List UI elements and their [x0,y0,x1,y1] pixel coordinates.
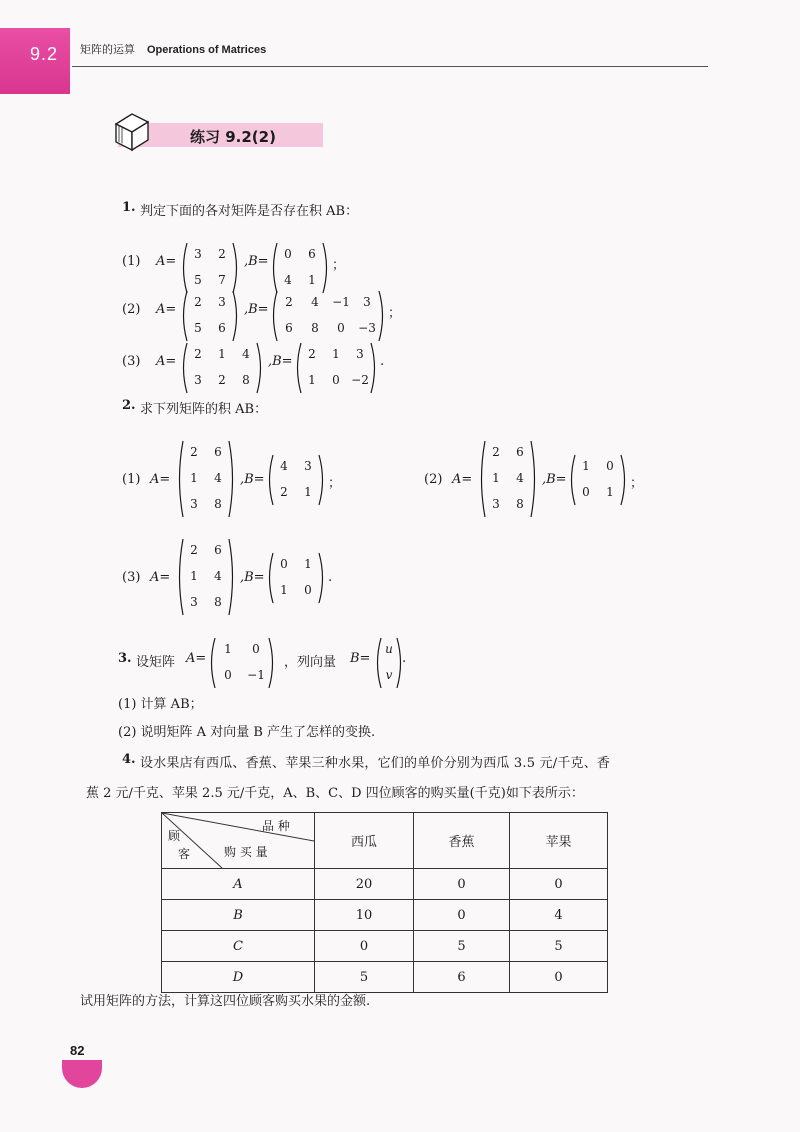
q2-matrix-b [568,454,628,506]
matrix-entry: 6 [218,321,226,335]
matrix-entry: 5 [194,273,202,287]
q3-end: . [402,651,407,666]
page-number-tab [62,1060,102,1088]
matrix-entry: 2 [280,485,288,499]
q1-item-end: ； [388,306,402,321]
table-cell: 0 [315,931,414,962]
q2-item-label: (2) [424,472,443,487]
row-name: A [162,869,315,900]
matrix-entry: 3 [304,459,312,473]
matrix-entry: 0 [224,668,232,682]
matrix-entry: 1 [304,485,312,499]
q1-item-end: . [380,354,385,369]
q2-number: 2. [122,398,136,413]
q2-item-label: (1) [122,472,141,487]
exercise-title: 练习 9.2(2) [190,128,276,146]
q2-matrix-a [176,538,236,616]
row-name: B [162,900,315,931]
matrix-entry: 3 [194,373,202,387]
matrix-entry: −2 [351,373,369,387]
matrix-entry: 0 [252,642,260,656]
q1-matrix-b [270,242,330,294]
matrix-entry: 1 [280,583,288,597]
matrix-entry: 0 [582,485,590,499]
q2-matrix-b [266,454,326,506]
table-cell: 5 [315,962,414,993]
table-row [162,900,608,931]
section-title [80,41,266,57]
q3-vector-b-grid [374,637,407,689]
q2-matrix-b [266,552,326,604]
corner-label-customer-1: 顾 [168,829,181,843]
q1-item-end: ； [332,258,346,273]
matrix-entry: 4 [242,347,250,361]
table-row [162,931,608,962]
table-cell: 0 [414,869,510,900]
matrix-entry: 1 [190,471,198,485]
matrix-entry: 8 [242,373,250,387]
table-cell: 0 [414,900,510,931]
table-row [162,869,608,900]
matrix-entry: 3 [356,347,364,361]
q1-number: 1. [122,200,136,215]
q1-matrix-a [180,342,264,394]
matrix-entry: 0 [606,459,614,473]
table-corner-cell [162,813,315,869]
q3-a-label: A= [186,651,207,666]
table-cell: 6 [414,962,510,993]
table-cell: 10 [315,900,414,931]
header-rule [72,66,708,67]
matrix-entry: 4 [284,273,292,287]
page-number: 82 [70,1043,85,1058]
table-header-row [162,813,608,869]
matrix-entry: 6 [308,247,316,261]
matrix-entry: 1 [606,485,614,499]
q1-item-label: (3) [122,354,141,369]
section-title-zh: 矩阵的运算 [80,44,135,56]
table-cell: 0 [510,869,608,900]
matrix-entry: 1 [492,471,500,485]
matrix-entry: 4 [311,295,319,309]
matrix-entry: 1 [218,347,226,361]
table-cell: 4 [510,900,608,931]
matrix-a-label: A= [452,472,473,487]
matrix-entry: 5 [194,321,202,335]
q4-line2: 蕉 2 元/千克、苹果 2.5 元/千克，A、B、C、D 四位顾客的购买量(千克)如下表所示： [86,786,584,801]
matrix-entry: 1 [308,373,316,387]
row-name: C [162,931,315,962]
matrix-a-label: A= [156,302,177,317]
matrix-entry: 3 [194,247,202,261]
matrix-b-label: ,B= [240,472,265,487]
q1-text: 判定下面的各对矩阵是否存在积 AB： [140,204,359,219]
matrix-entry: 3 [190,595,198,609]
matrix-entry: 0 [280,557,288,571]
section-number: 9.2 [30,44,59,64]
matrix-entry: 2 [190,543,198,557]
book-icon [110,108,152,152]
matrix-b-label: ,B= [268,354,293,369]
matrix-entry: 6 [214,445,222,459]
matrix-entry: u [385,642,393,656]
matrix-entry: 2 [492,445,500,459]
q4-line1: 设水果店有西瓜、香蕉、苹果三种水果，它们的单价分别为西瓜 3.5 元/千克、香 [140,756,611,771]
matrix-b-label: ,B= [244,254,269,269]
q2-item-label: (3) [122,570,141,585]
matrix-entry: 2 [190,445,198,459]
matrix-entry: 2 [285,295,293,309]
matrix-entry: 1 [304,557,312,571]
matrix-b-label: ,B= [244,302,269,317]
matrix-entry: 3 [190,497,198,511]
matrix-entry: 2 [218,373,226,387]
q1-matrix-a [180,290,240,342]
table-cell: 0 [510,962,608,993]
corner-label-customer-2: 客 [178,847,191,861]
section-title-en: Operations of Matrices [147,44,267,56]
table-cell: 5 [510,931,608,962]
q1-matrix-b [294,342,378,394]
q1-item-label: (1) [122,254,141,269]
matrix-entry: 1 [308,273,316,287]
matrix-entry: 6 [214,543,222,557]
matrix-entry: 4 [214,471,222,485]
matrix-entry: 2 [308,347,316,361]
column-header-banana: 香蕉 [414,813,510,869]
matrix-a-label: A= [156,254,177,269]
matrix-entry: 4 [280,459,288,473]
matrix-entry: 8 [214,595,222,609]
q3-mid-text: ，列向量 [284,655,337,670]
matrix-entry: 1 [224,642,232,656]
matrix-entry: 8 [311,321,319,335]
matrix-entry: 1 [332,347,340,361]
q1-matrix-a [180,242,240,294]
q4-closing: 试用矩阵的方法，计算这四位顾客购买水果的金额. [80,994,371,1009]
matrix-entry: 0 [284,247,292,261]
matrix-entry: 2 [218,247,226,261]
matrix-entry: 3 [492,497,500,511]
matrix-entry: 8 [214,497,222,511]
q3-sub2: (2) 说明矩阵 A 对向量 B 产生了怎样的变换. [118,725,376,740]
table-cell: 5 [414,931,510,962]
matrix-entry: 3 [363,295,371,309]
matrix-entry: 1 [190,569,198,583]
q2-item-end: ； [328,476,342,491]
matrix-entry: 0 [304,583,312,597]
q3-text: 设矩阵 [136,655,176,670]
table-row [162,962,608,993]
q2-matrix-a [176,440,236,518]
q4-number: 4. [122,752,136,767]
matrix-a-label: A= [150,570,171,585]
matrix-entry: −1 [332,295,350,309]
purchase-table [161,812,608,993]
q2-item-end: . [328,570,333,585]
q1-matrix-b [270,290,386,342]
matrix-a-label: A= [150,472,171,487]
matrix-entry: v [385,668,393,682]
q3-b-label: B= [350,651,371,666]
matrix-entry: 4 [214,569,222,583]
matrix-entry: 1 [582,459,590,473]
matrix-entry: 6 [285,321,293,335]
row-name: D [162,962,315,993]
matrix-entry: 2 [194,347,202,361]
q2-matrix-a [478,440,538,518]
q2-item-end: ； [630,476,644,491]
matrix-entry: −1 [247,668,265,682]
q3-number: 3. [118,651,132,666]
matrix-entry: −3 [358,321,376,335]
matrix-entry: 0 [332,373,340,387]
matrix-entry: 0 [337,321,345,335]
matrix-entry: 6 [516,445,524,459]
matrix-entry: 4 [516,471,524,485]
q3-sub1: (1) 计算 AB； [118,697,203,712]
matrix-b-label: ,B= [542,472,567,487]
column-header-watermelon: 西瓜 [315,813,414,869]
matrix-entry: 7 [218,273,226,287]
matrix-a-label: A= [156,354,177,369]
matrix-entry: 8 [516,497,524,511]
corner-label-variety: 品 种 [262,819,290,833]
q1-item-label: (2) [122,302,141,317]
corner-label-amount: 购 买 量 [224,845,268,859]
q2-text: 求下列矩阵的积 AB： [140,402,268,417]
matrix-entry: 2 [194,295,202,309]
column-header-apple: 苹果 [510,813,608,869]
table-cell: 20 [315,869,414,900]
matrix-b-label: ,B= [240,570,265,585]
matrix-entry: 3 [218,295,226,309]
q3-matrix-a-grid [208,637,276,689]
